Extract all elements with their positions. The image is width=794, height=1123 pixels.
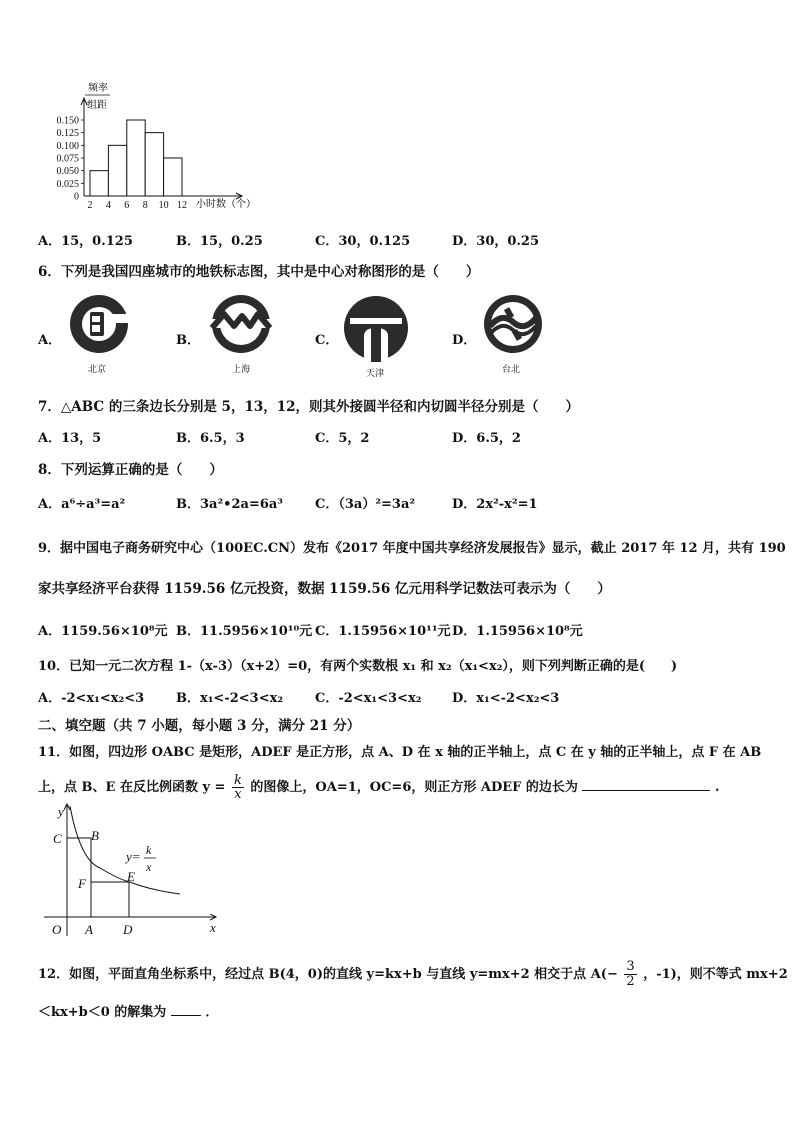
q11-fig-label-a: A	[85, 922, 93, 937]
q10-option-d: D．x₁<-2<x₂<3	[452, 691, 560, 706]
q11-fraction	[232, 774, 244, 801]
hist-bar	[108, 145, 126, 196]
q12-line-1	[38, 960, 788, 989]
hist-y-tick: 0.075	[56, 153, 79, 165]
q11-line-2-part-b: 的图像上，OA=1，OC=6，则正方形 ADEF 的边长为	[250, 780, 578, 795]
hist-y-tick: 0.125	[56, 128, 79, 140]
q10-option-c: C．-2<x₁<3<x₂	[315, 691, 422, 706]
q5-option-d: D．30，0.25	[452, 234, 540, 249]
q11-fig-label-y: y	[58, 804, 64, 819]
q12-frac-num: 3	[626, 959, 635, 974]
q6-option-c-letter: C．	[315, 333, 339, 348]
q12-frac-den: 2	[626, 974, 635, 989]
q11-frac-den: x	[234, 787, 242, 802]
q12-line-2-part-a: ＜kx+b＜0 的解集为	[38, 1005, 167, 1020]
histogram-chart	[30, 74, 280, 220]
q12-answer-blank[interactable]	[171, 1003, 201, 1016]
q7-stem: 7．△ABC 的三条边长分别是 5，13，12，则其外接圆半径和内切圆半径分别是（ ）	[38, 399, 580, 415]
hist-x-tick: 12	[177, 200, 187, 211]
hist-x-tick: 6	[124, 200, 130, 211]
taipei-subway-logo-icon	[478, 292, 548, 362]
q7-option-a: A．13，5	[38, 431, 102, 446]
q9-option-c: C．1.15956×10¹¹元	[315, 624, 451, 639]
q12-line-2	[38, 1001, 218, 1020]
q11-fig-label-e: E	[127, 869, 135, 884]
hist-bar	[90, 171, 108, 196]
q5-option-a: A．15，0.125	[38, 234, 133, 249]
beijing-subway-logo-icon	[64, 292, 134, 362]
hist-bar	[127, 120, 145, 196]
tianjin-subway-logo-icon	[340, 292, 412, 364]
q9-line-1: 9．据中国电子商务研究中心（100EC.CN）发布《2017 年度中国共享经济发展报告》显示，截止 2017 年 12 月，共有 190	[38, 541, 786, 556]
hist-bar	[145, 133, 163, 196]
q6-caption-shanghai: 上海	[232, 365, 251, 375]
q6-stem: 6．下列是我国四座城市的地铁标志图，其中是中心对称图形的是（ ）	[38, 264, 480, 280]
q11-fig-label-c: C	[53, 831, 62, 846]
q11-fig-curve-num: k	[146, 843, 152, 857]
section-2-heading: 二、填空题（共 7 小题，每小题 3 分，满分 21 分）	[38, 718, 361, 734]
q7-option-b: B．6.5，3	[176, 431, 245, 446]
q11-fig-curve-label: y=	[126, 849, 141, 864]
q11-fig-label-x: x	[210, 920, 216, 935]
q6-caption-beijing: 北京	[88, 365, 107, 375]
q8-option-b: B．3a²•2a=6a³	[176, 497, 283, 512]
hist-y-title-top: 频率	[88, 83, 108, 94]
q11-line-2-part-a: 上，点 B、E 在反比例函数 y =	[38, 780, 226, 795]
q8-option-c: C．（3a）²=3a²	[315, 497, 416, 512]
q11-line-1: 11．如图，四边形 OABC 是矩形，ADEF 是正方形，点 A、D 在 x 轴的正半轴上，点 C 在 y 轴的正半轴上，点 F 在 AB	[38, 745, 762, 760]
q9-option-d: D．1.15956×10⁸元	[452, 624, 583, 639]
q11-fig-curve-den: x	[146, 860, 152, 874]
hist-x-tick: 4	[105, 200, 111, 211]
hist-y-tick: 0	[74, 191, 79, 203]
q11-fig-label-o: O	[52, 922, 62, 937]
q6-option-d-letter: D．	[452, 333, 477, 348]
hist-x-label: 小时数（个）	[196, 199, 256, 210]
q11-figure	[40, 800, 230, 942]
q9-option-b: B．11.5956×10¹⁰元	[176, 624, 313, 639]
hist-y-tick: 0.150	[56, 115, 79, 127]
q6-caption-tianjin: 天津	[366, 369, 385, 379]
q9-line-2: 家共享经济平台获得 1159.56 亿元投资，数据 1159.56 亿元用科学记数法可表示为（ ）	[38, 581, 611, 597]
q8-stem: 8．下列运算正确的是（ ）	[38, 462, 223, 478]
hist-x-tick: 2	[87, 200, 93, 211]
q12-line-1-part-b: ，-1)，则不等式 mx+2	[643, 967, 788, 982]
q8-option-a: A．a⁶÷a³=a²	[38, 497, 126, 512]
q12-line-2-part-b: ．	[205, 1005, 219, 1020]
hist-bar	[164, 158, 182, 196]
q11-fig-label-d: D	[123, 922, 133, 937]
q7-option-c: C．5，2	[315, 431, 370, 446]
q5-option-b: B．15，0.25	[176, 234, 263, 249]
q11-line-2	[38, 774, 720, 801]
q12-fraction	[624, 960, 636, 989]
hist-x-tick: 8	[142, 200, 148, 211]
hist-x-tick: 10	[158, 200, 169, 211]
q11-answer-blank[interactable]	[582, 778, 710, 791]
q6-caption-taipei: 台北	[502, 365, 521, 375]
q9-option-a: A．1159.56×10⁸元	[38, 624, 168, 639]
q5-option-c: C．30，0.125	[315, 234, 411, 249]
q8-option-d: D．2x²-x²=1	[452, 497, 538, 512]
hist-y-tick: 0.050	[56, 166, 79, 178]
q10-option-a: A．-2<x₁<x₂<3	[38, 691, 145, 706]
hist-y-tick: 0.025	[56, 178, 79, 190]
q11-frac-num: k	[233, 773, 242, 788]
q6-option-b-letter: B．	[176, 333, 200, 348]
q11-fig-label-f: F	[78, 876, 86, 891]
hist-y-title-bottom: 组距	[87, 100, 107, 111]
q11-fig-label-b: B	[91, 828, 99, 843]
shanghai-subway-logo-icon	[206, 292, 276, 362]
q11-line-2-part-c: .	[714, 780, 720, 795]
hist-y-tick: 0.100	[56, 140, 79, 152]
q12-line-1-part-a: 12．如图，平面直角坐标系中，经过点 B(4，0)的直线 y=kx+b 与直线 y=mx+2 相交于点 A(−	[38, 967, 618, 982]
q6-option-a-letter: A．	[38, 333, 62, 348]
q10-stem: 10．已知一元二次方程 1-（x-3）（x+2）=0，有两个实数根 x₁ 和 x₂（x₁<x₂），则下列判断正确的是( )	[38, 659, 678, 674]
q7-option-d: D．6.5，2	[452, 431, 521, 446]
q10-option-b: B．x₁<-2<3<x₂	[176, 691, 284, 706]
